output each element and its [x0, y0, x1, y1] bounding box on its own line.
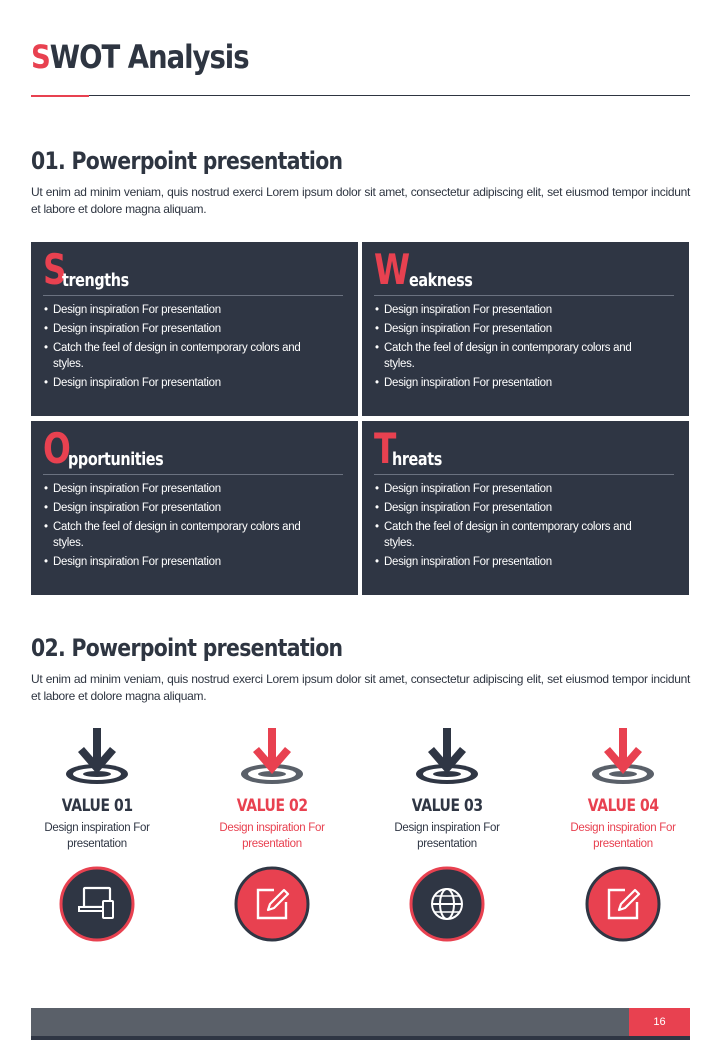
- swot-initial: S: [43, 245, 66, 294]
- swot-heading: [43, 245, 146, 294]
- list-item: • Design inspiration For presentation: [375, 302, 635, 318]
- edit-icon: [585, 866, 661, 942]
- swot-title: trengths: [62, 270, 130, 291]
- list-item: • Design inspiration For presentation: [375, 481, 635, 497]
- value-description: Design inspiration For presentation: [394, 822, 500, 850]
- value-title: VALUE 03: [411, 796, 483, 816]
- list-item: • Design inspiration For presentation: [44, 500, 304, 516]
- swot-initial: O: [43, 424, 70, 473]
- section-2-body: Ut enim ad minim veniam, quis nostrud exerci Lorem ipsum dolor sit amet, consectetur adipiscing elit, set eiusmod tempor incidunt et labore et dolore magna aliquam.: [31, 672, 690, 703]
- download-arrow-icon: [62, 726, 132, 788]
- page-number: 16: [629, 1008, 690, 1036]
- footer-bar: [31, 1008, 629, 1036]
- swot-divider: [374, 295, 674, 296]
- list-item: • Design inspiration For presentation: [44, 375, 304, 391]
- list-item: • Design inspiration For presentation: [375, 375, 635, 391]
- list-item: • Catch the feel of design in contemporary colors and styles.: [375, 519, 635, 551]
- value-title: VALUE 02: [236, 796, 308, 816]
- download-arrow-icon: [237, 726, 307, 788]
- title-divider: [31, 95, 690, 96]
- swot-divider: [43, 295, 343, 296]
- list-item: • Design inspiration For presentation: [375, 554, 635, 570]
- value-card-2: [197, 726, 347, 942]
- value-card-1: [22, 726, 172, 942]
- swot-title: hreats: [391, 449, 442, 470]
- download-arrow-icon: [412, 726, 482, 788]
- globe-icon: [409, 866, 485, 942]
- list-item: • Design inspiration For presentation: [44, 321, 304, 337]
- value-title: VALUE 01: [61, 796, 133, 816]
- swot-divider: [374, 474, 674, 475]
- value-title: VALUE 04: [587, 796, 659, 816]
- value-description: Design inspiration For presentation: [219, 822, 325, 850]
- swot-divider: [43, 474, 343, 475]
- devices-icon: [59, 866, 135, 942]
- swot-initial: T: [374, 424, 395, 473]
- swot-threats: [362, 421, 689, 595]
- swot-opportunities: [31, 421, 358, 595]
- list-item: • Design inspiration For presentation: [375, 321, 635, 337]
- swot-weakness: [362, 242, 689, 416]
- list-item: • Catch the feel of design in contemporary colors and styles.: [44, 340, 304, 372]
- swot-heading: [374, 245, 489, 294]
- swot-initial: W: [374, 245, 409, 294]
- title-rest: WOT Analysis: [49, 38, 249, 76]
- swot-list: [375, 302, 635, 394]
- list-item: • Design inspiration For presentation: [44, 302, 304, 318]
- list-item: • Catch the feel of design in contemporary colors and styles.: [44, 519, 304, 551]
- list-item: • Design inspiration For presentation: [44, 481, 304, 497]
- swot-list: [44, 302, 304, 394]
- list-item: • Design inspiration For presentation: [44, 554, 304, 570]
- title-accent-line: [31, 95, 89, 97]
- page-title: [31, 38, 249, 76]
- download-arrow-icon: [588, 726, 658, 788]
- edit-icon: [234, 866, 310, 942]
- section-2-heading: 02. Powerpoint presentation: [31, 634, 343, 662]
- list-item: • Catch the feel of design in contemporary colors and styles.: [375, 340, 635, 372]
- title-first-letter: S: [31, 38, 50, 76]
- swot-title: eakness: [409, 270, 473, 291]
- value-card-4: [548, 726, 698, 942]
- value-card-3: [372, 726, 522, 942]
- swot-title: pportunities: [67, 449, 164, 470]
- value-description: Design inspiration For presentation: [570, 822, 676, 850]
- swot-list: [44, 481, 304, 573]
- swot-strengths: [31, 242, 358, 416]
- swot-heading: [43, 424, 187, 473]
- footer-bottom-stripe: [31, 1036, 690, 1040]
- section-1-body: Ut enim ad minim veniam, quis nostrud exerci Lorem ipsum dolor sit amet, consectetur adipiscing elit, set eiusmod tempor incidunt et labore et dolore magna aliquam.: [31, 185, 690, 216]
- swot-list: [375, 481, 635, 573]
- list-item: • Design inspiration For presentation: [375, 500, 635, 516]
- value-description: Design inspiration For presentation: [44, 822, 150, 850]
- section-1-heading: 01. Powerpoint presentation: [31, 147, 343, 175]
- swot-heading: [374, 424, 454, 473]
